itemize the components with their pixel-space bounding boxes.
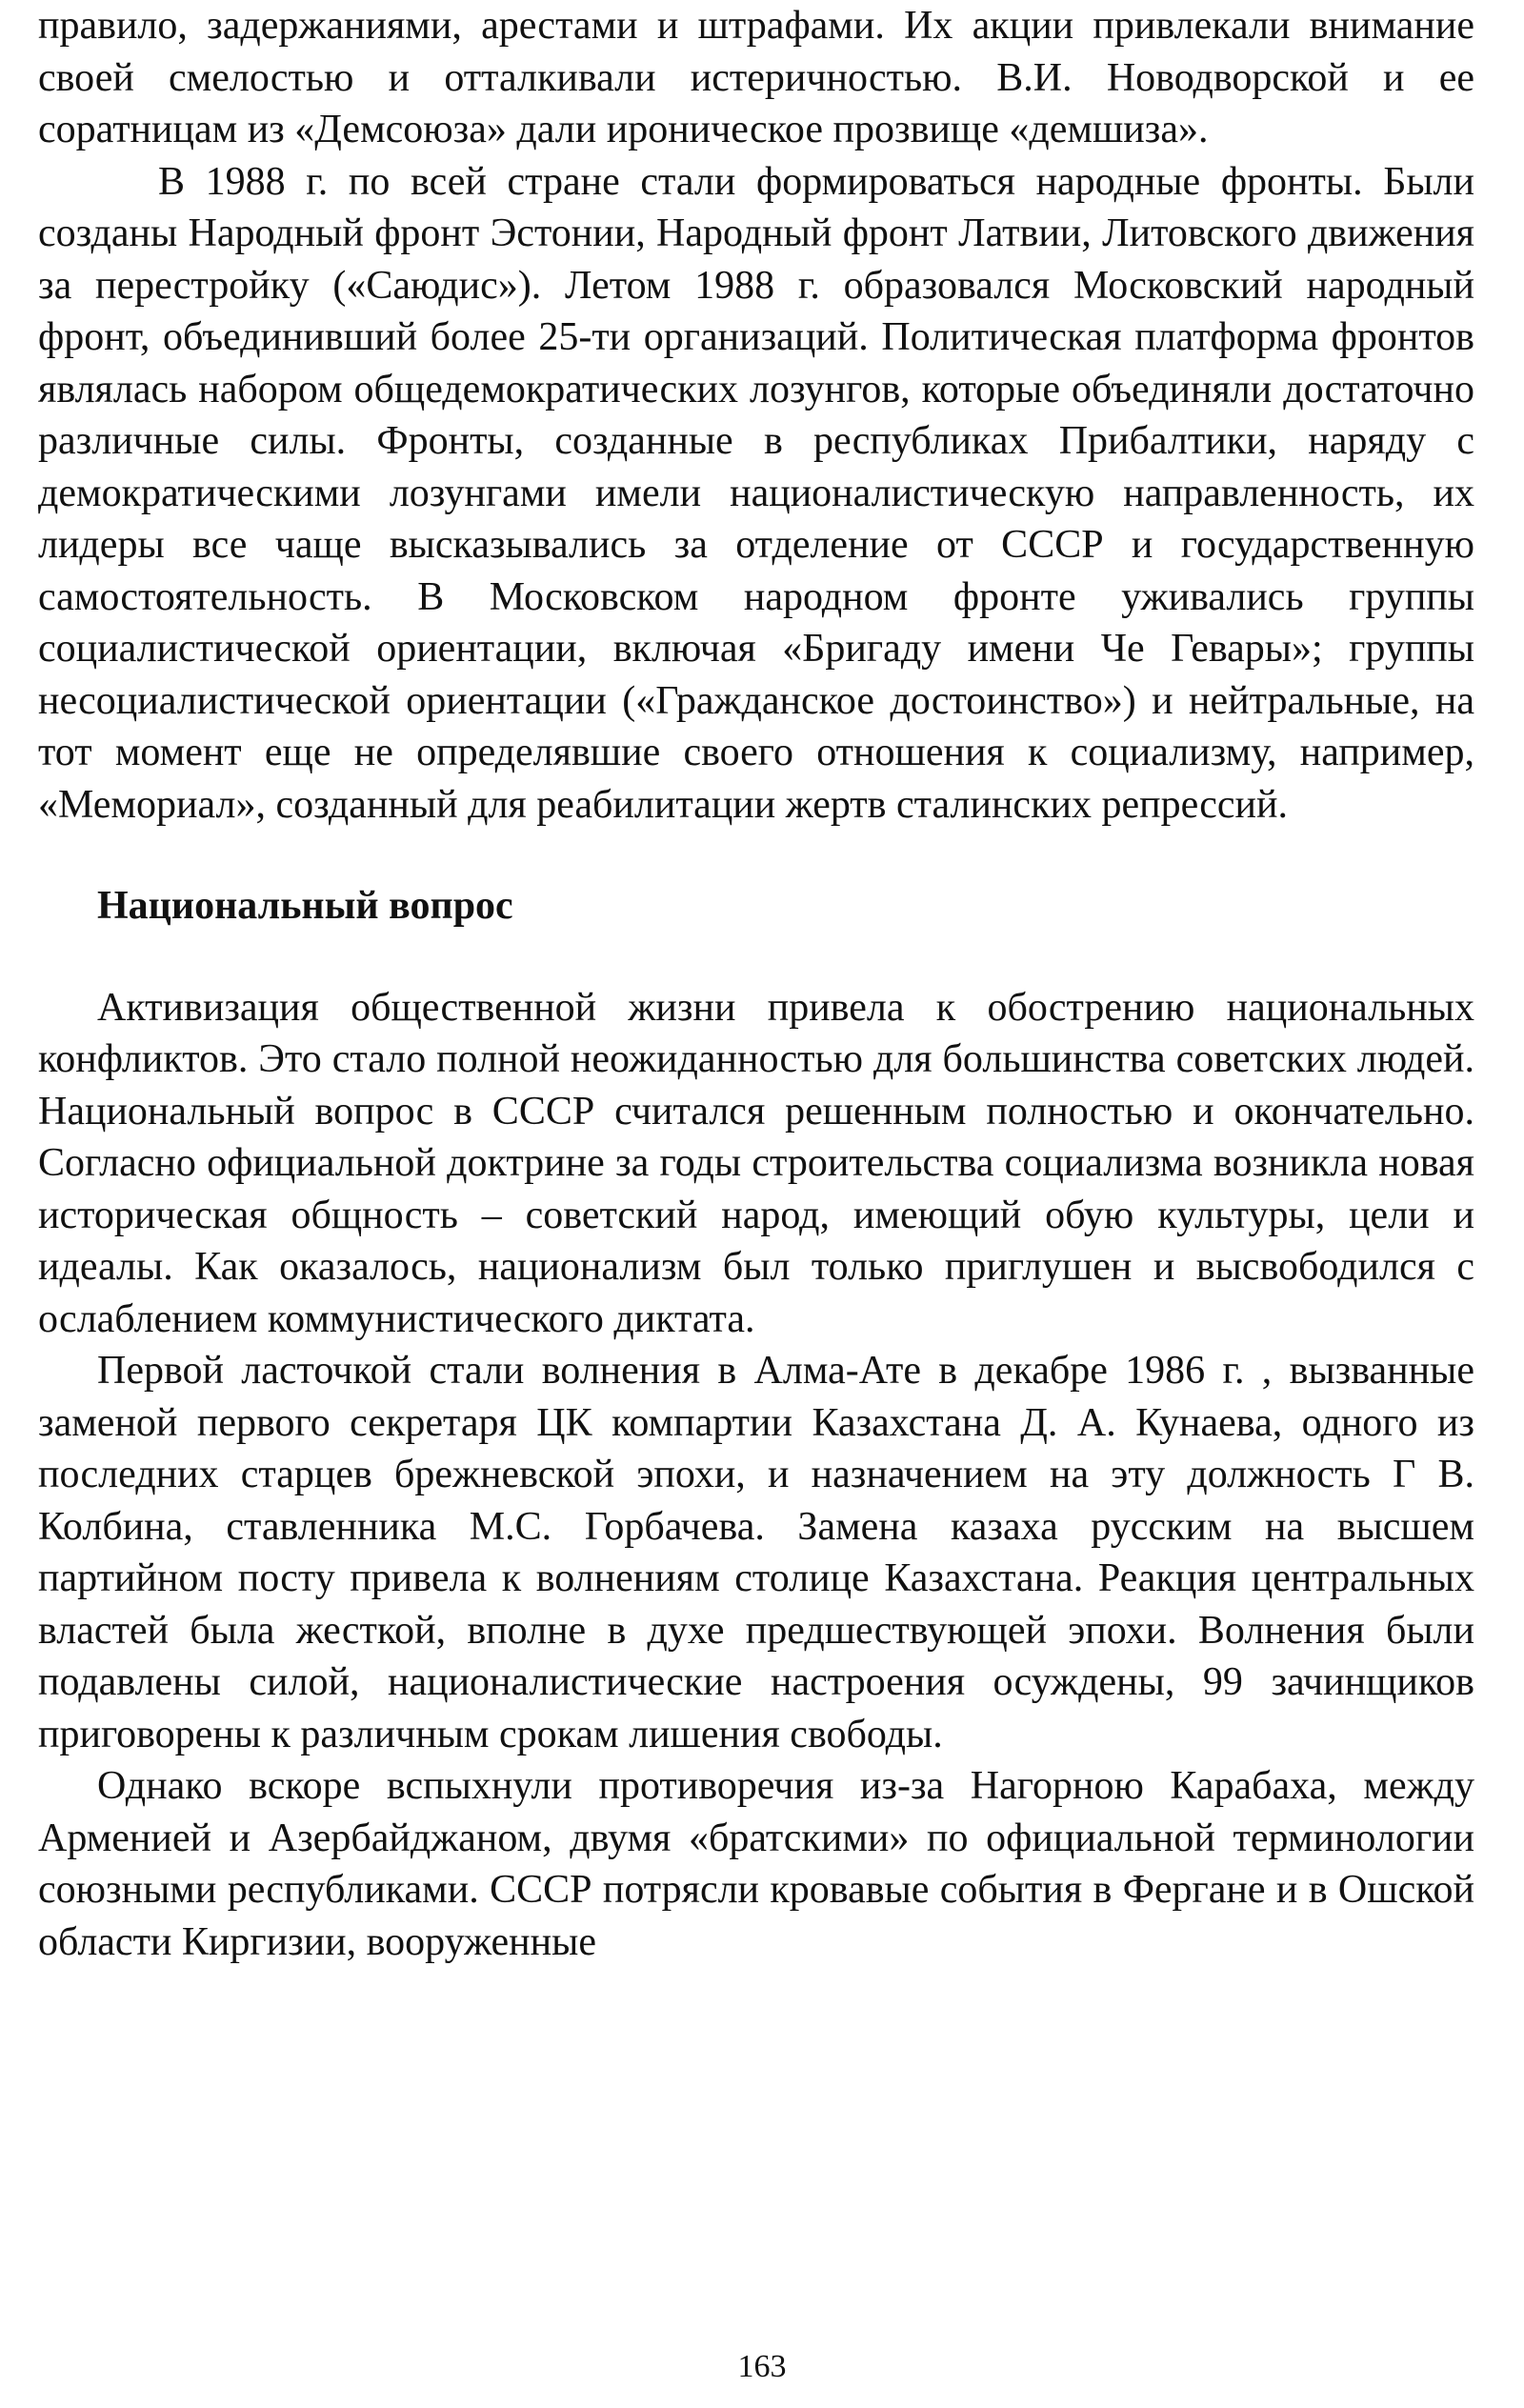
paragraph-continuation: правило, задержаниями, арестами и штрафами. Их акции привлекали внимание своей смелостью и отталкивали истеричностью. В.И. Новодворской и ее соратницам из «Демсоюза» дали ироническое прозвище «демшиза». bbox=[38, 4, 1474, 151]
paragraph-national-conflicts: Активизация общественной жизни привела к обострению национальных конфликтов. Это стало полной неожиданностью для большинства советских людей. Национальный вопрос в СССР считался решенным полностью и окончательно. Согласно официальной доктрине за годы строительства социализма возникла новая историческая общность – советский народ, имеющий обую культуры, цели и идеалы. Как оказалось, национализм был только приглушен и высвободился с ослаблением коммунистического диктата. bbox=[38, 985, 1474, 1341]
document-page bbox=[38, 0, 1474, 2408]
page-number: 163 bbox=[737, 2349, 787, 2384]
paragraph-popular-fronts: В 1988 г. по всей стране стали формироваться народные фронты. Были созданы Народный фронт Эстонии, Народный фронт Латвии, Литовского движения за перестройку («Саюдис»). Летом 1988 г. образовался Московский народный фронт, объединивший более 25-ти организаций. Политическая платформа фронтов являлась набором общедемократических лозунгов, которые объединяли достаточно различные силы. Фронты, созданные в республиках Прибалтики, наряду с демократическими лозунгами имели националистическую направленность, их лидеры все чаще высказывались за отделение от СССР и государственную самостоятельность. В Московском народном фронте уживались группы социалистической ориентации, включая «Бригаду имени Че Гевары»; группы несоциалистической ориентации («Гражданское достоинство») и нейтральные, на тот момент еще не определявшие своего отношения к социализму, например, «Мемориал», созданный для реабилитации жертв сталинских репрессий. bbox=[38, 159, 1474, 827]
paragraph-alma-ata: Первой ласточкой стали волнения в Алма-Ате в декабре 1986 г. , вызванные заменой первого секретаря ЦК компартии Казахстана Д. А. Кунаева, одного из последних старцев брежневской эпохи, и назначением на эту должность Г В. Колбина, ставленника М.С. Горбачева. Замена казаха русским на высшем партийном посту привела к волнениям столице Казахстана. Реакция центральных властей была жесткой, вполне в духе предшествующей эпохи. Волнения были подавлены силой, националистические настроения осуждены, 99 зачинщиков приговорены к различным срокам лишения свободы. bbox=[38, 1349, 1474, 1756]
spacer bbox=[38, 933, 1474, 982]
paragraph-karabakh: Однако вскоре вспыхнули противоречия из-за Нагорною Карабаха, между Арменией и Азербайджаном, двумя «братскими» по официальной терминологии союзными республиками. СССР потрясли кровавые события в Фергане и в Ошской области Киргизии, вооруженные bbox=[38, 1764, 1474, 1964]
section-heading: Национальный вопрос bbox=[97, 884, 513, 928]
spacer bbox=[38, 831, 1474, 880]
